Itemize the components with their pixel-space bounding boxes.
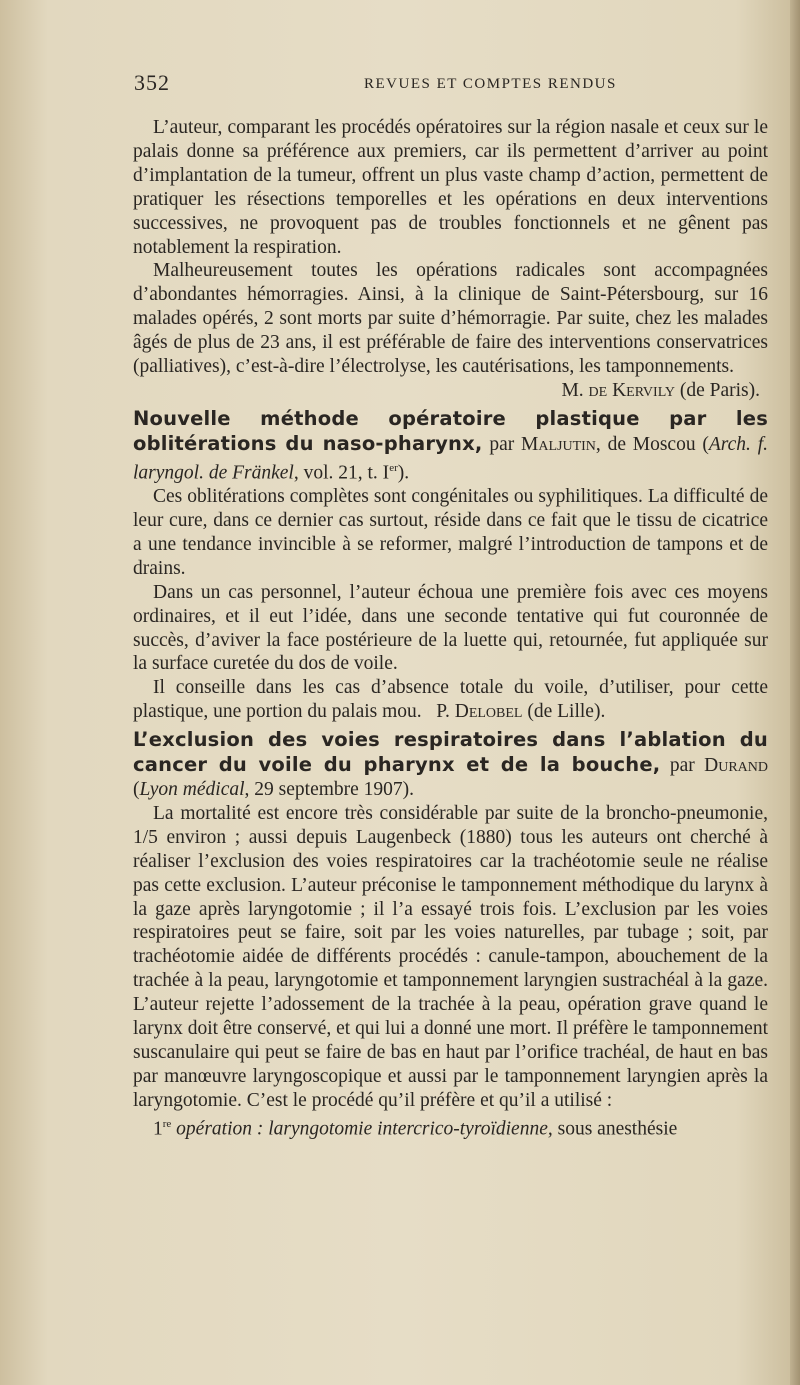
section-journal: Arch. f. laryngol. de Fränkel	[133, 433, 769, 484]
operation-text: sous anesthésie	[552, 1118, 678, 1140]
paragraph-text: Il conseille dans les cas d’absence totale du voile, d’utiliser, pour cette plastique, une portion du palais mou.	[133, 677, 768, 723]
author-signature	[133, 379, 768, 403]
section-title: L’exclusion des voies respiratoires dans l’ablation du cancer du voile du pharynx et de la bouche,	[133, 728, 768, 777]
signature-place: (de Paris).	[679, 379, 760, 401]
operation-number-sup: re	[162, 1117, 172, 1130]
section-date: , 29 septembre 1907).	[244, 778, 415, 800]
section-heading	[133, 407, 768, 485]
section-exclusion-voies	[133, 728, 768, 1141]
section-by: par	[489, 433, 515, 455]
running-title: REVUES ET COMPTES RENDUS	[364, 76, 617, 92]
paragraph	[133, 1113, 768, 1141]
page-header	[134, 70, 774, 100]
operation-number: 1	[153, 1118, 163, 1140]
section-volume-end: ).	[397, 462, 410, 484]
page-edge-shadow	[790, 0, 800, 1385]
signature-place: (de Lille).	[527, 701, 606, 723]
paragraph: Dans un cas personnel, l’auteur échoua une première fois avec ces moyens ordinaires, et il eut l’idée, dans une seconde tentative qui fut couronnée de succès, d’aviver la face postérieure de la luette qui, retournée, fut appliquée sur la surface curetée du dos de voile.	[133, 581, 768, 675]
section-by: par	[669, 755, 695, 777]
signature-name: de Kervily	[588, 379, 675, 401]
section-title: Nouvelle méthode opératoire plastique par les oblitérations du naso-pharynx,	[133, 406, 768, 455]
section-journal: Lyon médical	[139, 778, 245, 800]
article-body	[133, 116, 768, 1141]
operation-title: opération : laryngotomie intercrico-tyroïdienne,	[171, 1118, 553, 1140]
section-volume-sup: er	[389, 461, 398, 474]
signature-prefix: P.	[436, 701, 450, 723]
section-author: Maljutin	[521, 433, 596, 455]
signature-prefix: M.	[561, 379, 584, 401]
page-number: 352	[134, 70, 170, 95]
paragraph: La mortalité est encore très considérable par suite de la broncho-pneumonie, 1/5 environ ; aussi depuis Laugenbeck (1880) tous les auteurs ont cherché à réaliser l’exclusion des voies respiratoires car la trachéotomie seule ne réalise pas cette exclusion. L’auteur préconise le tamponnement méthodique du larynx à la gaze après laryngotomie ; il l’a essayé trois fois. L’exclusion par les voies respiratoires peut se faire, soit par les voies naturelles, par tubage ; soit, par trachéotomie aidée de différents procédés : canule-tampon, abouchement de la trachée à la peau, laryngotomie et tamponnement laryngien sustrachéal à la gaze. L’auteur rejette l’adossement de la trachée à la peau, opération grave quand le larynx doit être conservé, et qui lui a donné une mort. Il préfère le tamponnement suscanulaire qui peut se faire de bas en haut par l’orifice trachéal, de haut en bas par manœuvre laryngoscopique et aussi par le tamponnement laryngien après la laryngotomie. C’est le procédé qu’il préfère et qu’il a utilisé :	[133, 802, 768, 1111]
paragraph: L’auteur, comparant les procédés opératoires sur la région nasale et ceux sur le palais donne sa préférence aux premiers, car ils permettent d’arriver au point d’implantation de la tumeur, offrent un plus vaste champ d’action, permettent de pratiquer les résections temporelles et les opérations en deux interventions successives, ne provoquent pas de troubles fonctionnels et ne gênent pas notablement la respiration.	[133, 117, 768, 258]
section-origin: , de Moscou (	[595, 433, 709, 455]
section-nouvelle-methode	[133, 407, 768, 724]
paragraph	[133, 676, 768, 724]
paragraph: Malheureusement toutes les opérations radicales sont accompagnées d’abondantes hémorragies. Ainsi, à la clinique de Saint-Pétersbourg, sur 16 malades opérés, 2 sont morts par suite d’hémorragie. Par suite, chez les malades âgés de plus de 23 ans, il est préférable de faire des interventions conservatrices (palliatives), c’est-à-dire l’électrolyse, les cautérisations, les tamponnements.	[133, 260, 768, 378]
section-author: Durand	[704, 755, 769, 777]
paragraph: Ces oblitérations complètes sont congénitales ou syphilitiques. La difficulté de leur cure, dans ce dernier cas surtout, réside dans ce fait que le tissu de cicatrice a une tendance invincible à se reformer, malgré l’introduction de tampons et de drains.	[133, 486, 768, 579]
section-heading: L’exclusion des voies respiratoires dans l’ablation du cancer du voile du pharynx et de la bouche, par Durand (Lyon médical, 29 septembre 1907).	[133, 728, 769, 800]
section-volume: , vol. 21, t. I	[293, 462, 390, 484]
signature-name: Delobel	[454, 701, 523, 723]
